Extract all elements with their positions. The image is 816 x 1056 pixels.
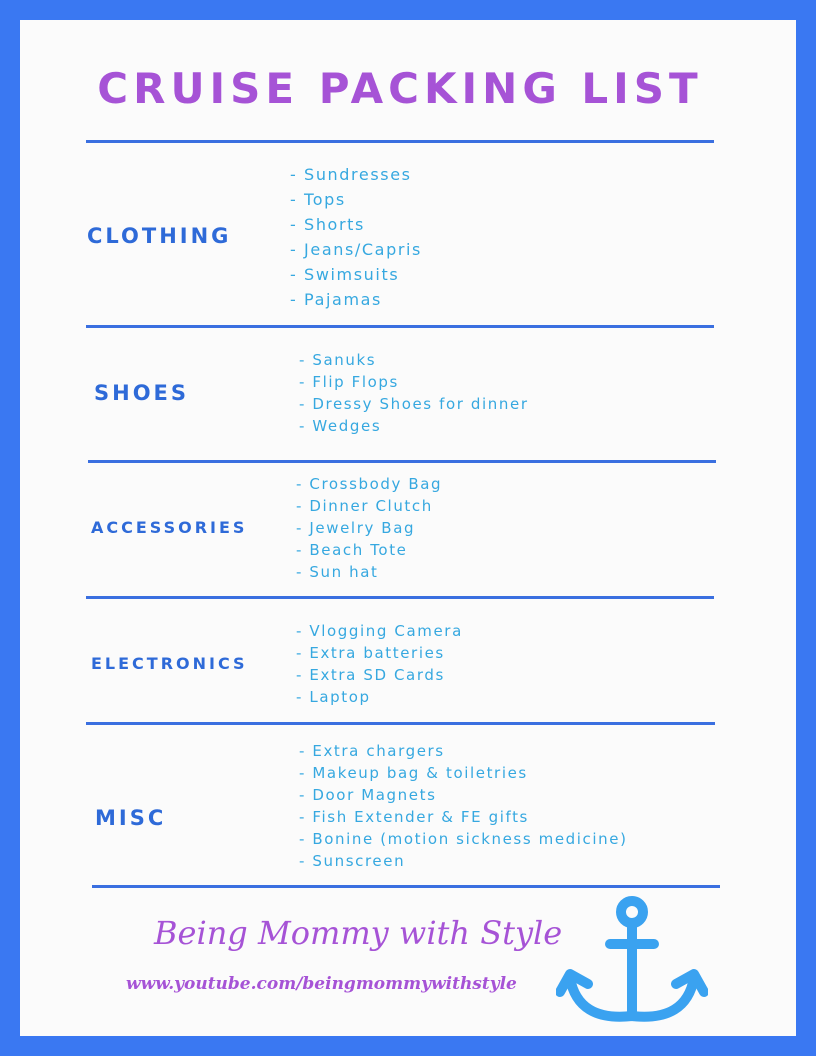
list-item: - Sun hat (296, 563, 379, 581)
brand-name: Being Mommy with Style (154, 914, 563, 952)
divider (86, 722, 715, 725)
list-item: - Flip Flops (299, 373, 399, 391)
list-item: - Fish Extender & FE gifts (299, 808, 529, 826)
list-item: - Wedges (299, 417, 382, 435)
list-item: - Vlogging Camera (296, 622, 463, 640)
clothing-list (290, 162, 422, 312)
list-item: - Extra chargers (299, 742, 445, 760)
list-item: - Sanuks (299, 351, 377, 369)
list-item: - Shorts (290, 215, 365, 234)
category-shoes: SHOES (94, 381, 190, 405)
divider (86, 140, 714, 143)
list-item: - Sundresses (290, 165, 412, 184)
list-item: - Extra batteries (296, 644, 445, 662)
category-electronics: ELECTRONICS (91, 654, 248, 673)
electronics-list (296, 620, 463, 708)
divider (86, 596, 714, 599)
category-accessories: ACCESSORIES (91, 518, 248, 537)
list-item: - Dressy Shoes for dinner (299, 395, 529, 413)
anchor-icon (556, 894, 708, 1030)
list-item: - Sunscreen (299, 852, 406, 870)
divider (88, 460, 716, 463)
misc-list (299, 740, 628, 872)
youtube-link[interactable]: www.youtube.com/beingmommywithstyle (126, 974, 517, 994)
list-item: - Extra SD Cards (296, 666, 445, 684)
shoes-list (299, 349, 529, 437)
divider (92, 885, 720, 888)
list-item: - Laptop (296, 688, 371, 706)
list-item: - Tops (290, 190, 346, 209)
divider (86, 325, 714, 328)
list-item: - Makeup bag & toiletries (299, 764, 528, 782)
list-item: - Door Magnets (299, 786, 437, 804)
page-title: CRUISE PACKING LIST (97, 64, 703, 113)
list-item: - Beach Tote (296, 541, 408, 559)
list-item: - Crossbody Bag (296, 475, 443, 493)
category-misc: MISC (95, 806, 167, 830)
accessories-list (296, 473, 442, 583)
list-item: - Swimsuits (290, 265, 400, 284)
category-clothing: CLOTHING (87, 224, 232, 248)
list-item: - Dinner Clutch (296, 497, 433, 515)
list-item: - Pajamas (290, 290, 382, 309)
list-item: - Jewelry Bag (296, 519, 416, 537)
list-item: - Jeans/Capris (290, 240, 422, 259)
list-item: - Bonine (motion sickness medicine) (299, 830, 628, 848)
